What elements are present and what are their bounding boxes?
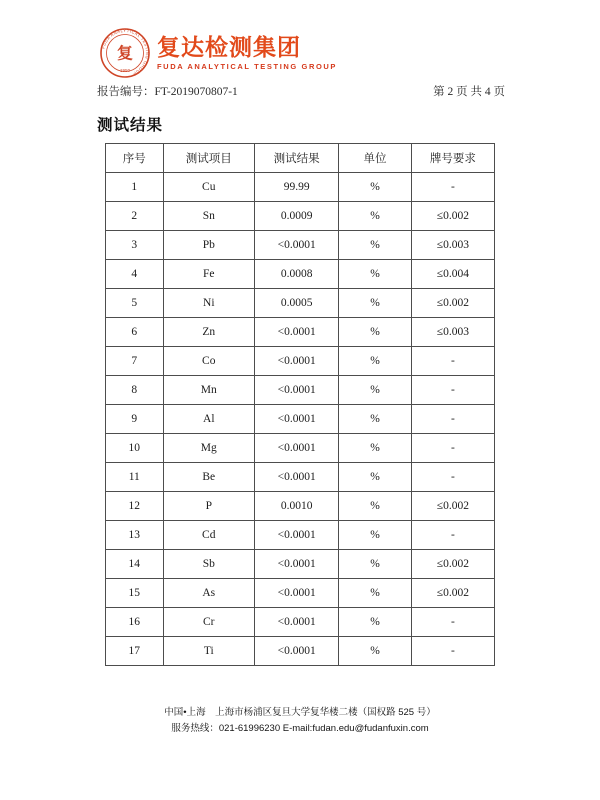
table-row — [106, 318, 495, 347]
table-cell: ≤0.003 — [411, 318, 494, 347]
table-cell: As — [163, 579, 254, 608]
table-cell: Zn — [163, 318, 254, 347]
table-row — [106, 173, 495, 202]
table-cell: % — [339, 405, 411, 434]
table-cell: % — [339, 463, 411, 492]
svg-text:FUDA ANALYTICAL TESTING GROUP: FUDA ANALYTICAL TESTING GROUP — [100, 27, 151, 77]
table-cell: 3 — [106, 231, 164, 260]
table-cell: Fe — [163, 260, 254, 289]
table-cell: <0.0001 — [254, 405, 338, 434]
table-cell: 9 — [106, 405, 164, 434]
table-cell: Mg — [163, 434, 254, 463]
table-cell: % — [339, 521, 411, 550]
table-cell: - — [411, 376, 494, 405]
table-cell: - — [411, 405, 494, 434]
report-meta-row — [97, 83, 505, 99]
table-cell: % — [339, 637, 411, 666]
brand-name-chinese: 复达检测集团 — [157, 34, 301, 60]
table-row — [106, 608, 495, 637]
table-cell: 13 — [106, 521, 164, 550]
table-cell: % — [339, 231, 411, 260]
results-table-body — [106, 173, 495, 666]
table-cell: Sn — [163, 202, 254, 231]
table-cell: % — [339, 260, 411, 289]
table-cell: <0.0001 — [254, 550, 338, 579]
brand-name-english: FUDA ANALYTICAL TESTING GROUP — [157, 62, 338, 71]
table-cell: Be — [163, 463, 254, 492]
table-cell: 7 — [106, 347, 164, 376]
table-cell: ≤0.002 — [411, 289, 494, 318]
table-row — [106, 550, 495, 579]
table-cell: ≤0.004 — [411, 260, 494, 289]
table-cell: <0.0001 — [254, 231, 338, 260]
table-cell: 0.0009 — [254, 202, 338, 231]
table-row — [106, 579, 495, 608]
table-cell: Cr — [163, 608, 254, 637]
table-cell: <0.0001 — [254, 521, 338, 550]
table-cell: 10 — [106, 434, 164, 463]
table-header-cell: 序号 — [106, 144, 164, 173]
table-cell: 99.99 — [254, 173, 338, 202]
table-header-row — [106, 144, 495, 173]
table-cell: 2 — [106, 202, 164, 231]
table-cell: Co — [163, 347, 254, 376]
table-cell: % — [339, 289, 411, 318]
table-cell: 0.0008 — [254, 260, 338, 289]
table-row — [106, 231, 495, 260]
table-cell: <0.0001 — [254, 376, 338, 405]
table-cell: % — [339, 579, 411, 608]
table-cell: <0.0001 — [254, 347, 338, 376]
table-cell: ≤0.002 — [411, 550, 494, 579]
table-cell: % — [339, 347, 411, 376]
section-title: 测试结果 — [97, 117, 164, 134]
table-cell: - — [411, 521, 494, 550]
table-cell: % — [339, 318, 411, 347]
table-row — [106, 463, 495, 492]
results-table-header — [106, 144, 495, 173]
table-cell: 0.0005 — [254, 289, 338, 318]
table-cell: % — [339, 173, 411, 202]
seal-bottom-text: 1950 — [119, 68, 131, 73]
seal-center-glyph: 复 — [116, 45, 134, 63]
report-number-label: 报告编号： — [97, 86, 155, 98]
company-seal-icon — [99, 27, 151, 79]
table-cell: <0.0001 — [254, 637, 338, 666]
table-cell: % — [339, 376, 411, 405]
table-header-cell: 牌号要求 — [411, 144, 494, 173]
table-cell: 15 — [106, 579, 164, 608]
report-number — [97, 83, 238, 99]
page-footer — [0, 705, 600, 737]
table-row — [106, 260, 495, 289]
table-cell: Cd — [163, 521, 254, 550]
table-row — [106, 347, 495, 376]
table-cell: 8 — [106, 376, 164, 405]
table-cell: 4 — [106, 260, 164, 289]
table-header-cell: 单位 — [339, 144, 411, 173]
table-cell: % — [339, 550, 411, 579]
table-cell: 14 — [106, 550, 164, 579]
table-cell: <0.0001 — [254, 579, 338, 608]
table-cell: <0.0001 — [254, 463, 338, 492]
table-cell: ≤0.003 — [411, 231, 494, 260]
table-cell: % — [339, 202, 411, 231]
table-cell: Sb — [163, 550, 254, 579]
table-cell: - — [411, 463, 494, 492]
table-cell: 1 — [106, 173, 164, 202]
table-row — [106, 376, 495, 405]
table-cell: 6 — [106, 318, 164, 347]
table-header-cell: 测试项目 — [163, 144, 254, 173]
table-cell: 11 — [106, 463, 164, 492]
report-number-value: FT-2019070807-1 — [154, 86, 238, 98]
table-row — [106, 434, 495, 463]
table-row — [106, 637, 495, 666]
table-cell: - — [411, 173, 494, 202]
table-cell: ≤0.002 — [411, 202, 494, 231]
table-cell: - — [411, 608, 494, 637]
table-cell: Al — [163, 405, 254, 434]
table-cell: - — [411, 637, 494, 666]
table-cell: % — [339, 434, 411, 463]
table-cell: 12 — [106, 492, 164, 521]
results-table — [105, 143, 495, 666]
table-cell: 16 — [106, 608, 164, 637]
table-cell: Ti — [163, 637, 254, 666]
table-cell: 17 — [106, 637, 164, 666]
table-cell: <0.0001 — [254, 318, 338, 347]
page-indicator: 第 2 页 共 4 页 — [433, 86, 505, 98]
footer-address: 中国•上海 上海市杨浦区复旦大学复华楼二楼（国权路 525 号） — [164, 707, 436, 718]
table-cell: Pb — [163, 231, 254, 260]
table-cell: P — [163, 492, 254, 521]
table-cell: Cu — [163, 173, 254, 202]
table-cell: - — [411, 434, 494, 463]
table-row — [106, 405, 495, 434]
table-cell: <0.0001 — [254, 434, 338, 463]
table-cell: Ni — [163, 289, 254, 318]
header-logo — [99, 27, 337, 79]
table-row — [106, 492, 495, 521]
table-row — [106, 521, 495, 550]
table-cell: Mn — [163, 376, 254, 405]
table-row — [106, 289, 495, 318]
table-cell: - — [411, 347, 494, 376]
table-header-cell: 测试结果 — [254, 144, 338, 173]
table-cell: ≤0.002 — [411, 492, 494, 521]
brand-text — [157, 35, 337, 71]
table-cell: 5 — [106, 289, 164, 318]
table-cell: 0.0010 — [254, 492, 338, 521]
table-cell: ≤0.002 — [411, 579, 494, 608]
table-row — [106, 202, 495, 231]
table-cell: % — [339, 492, 411, 521]
table-cell: % — [339, 608, 411, 637]
footer-contact: 服务热线：021-61996230 E-mail:fudan.edu@fudanfuxin.com — [171, 723, 429, 734]
table-cell: <0.0001 — [254, 608, 338, 637]
